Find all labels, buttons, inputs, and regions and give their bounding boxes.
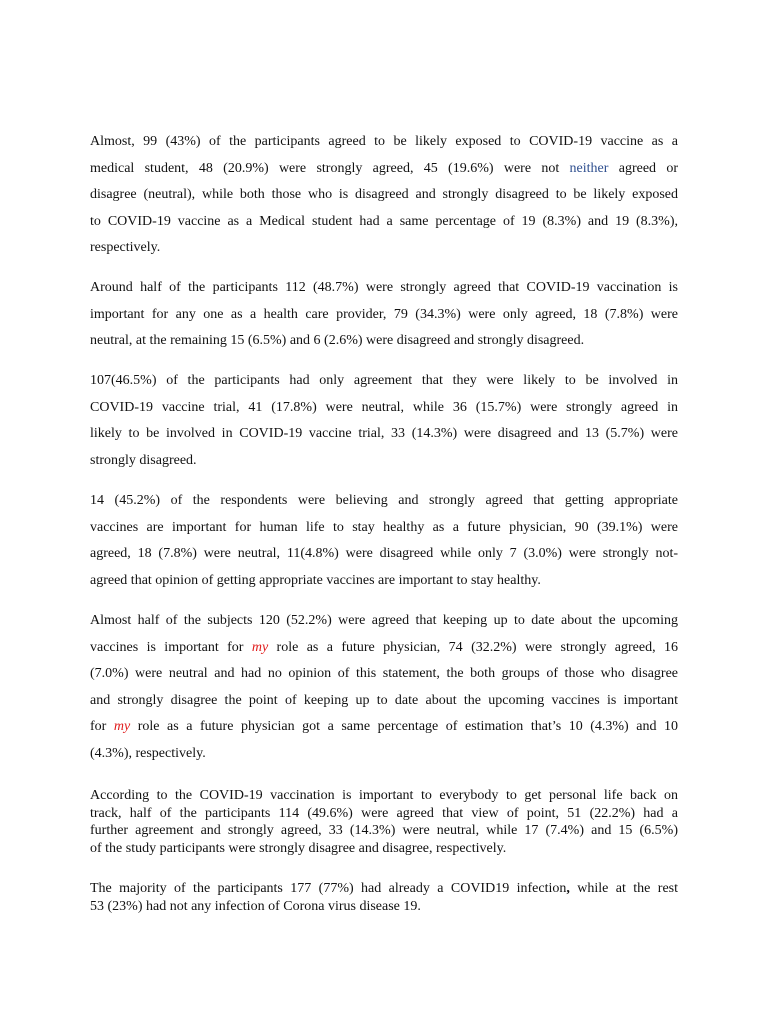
- paragraph-vaccination-importance: [90, 275, 678, 355]
- text-line: and strongly disagree the point of keeping up to date about the upcoming vaccines is important: [90, 692, 678, 708]
- text-line: of the study participants were strongly disagree and disagree, respectively.: [90, 840, 507, 856]
- text-segment: role as a future physician got a same percentage of estimation that’s 10 (4.3%) and 10: [130, 719, 679, 734]
- text-line: 53 (23%) had not any infection of Corona virus disease 19.: [90, 898, 421, 914]
- text-line: agreed that opinion of getting appropriate vaccines are important to stay healthy.: [90, 572, 541, 588]
- text-line: 107(46.5%) of the participants had only agreement that they were likely to be involved in: [90, 373, 678, 388]
- text-line: track, half of the participants 114 (49.6%) were agreed that view of point, 51 (22.2%) had a: [90, 805, 678, 821]
- text-line: important for any one as a health care provider, 79 (34.3%) were only agreed, 18 (7.8%) were: [90, 306, 678, 322]
- paragraph-appropriate-vaccines: [90, 488, 678, 594]
- text-line: likely to be involved in COVID-19 vaccine trial, 33 (14.3%) were disagreed and 13 (5.7%) were: [90, 426, 678, 441]
- paragraph-upcoming-vaccines: [90, 608, 678, 767]
- text-segment: The majority of the participants 177 (77%) had already a COVID19 infection: [90, 881, 567, 896]
- paragraph-vaccine-exposure: [90, 129, 678, 262]
- text-line: vaccines are important for human life to stay healthy as a future physician, 90 (39.1%) were: [90, 519, 678, 535]
- text-line: respectively.: [90, 240, 161, 255]
- paragraph-vaccine-trial: [90, 368, 678, 474]
- text-line: [90, 880, 678, 898]
- text-segment: medical student, 48 (20.9%) were strongly agreed, 45 (19.6%) were not: [90, 160, 570, 176]
- highlighted-word: my: [251, 639, 269, 655]
- text-line: According to the COVID-19 vaccination is important to everybody to get personal life back on: [90, 788, 678, 803]
- highlighted-word: my: [113, 719, 131, 734]
- text-line: 14 (45.2%) of the respondents were believing and strongly agreed that getting appropriate: [90, 493, 678, 508]
- text-line: COVID-19 vaccine trial, 41 (17.8%) were neutral, while 36 (15.7%) were strongly agreed in: [90, 399, 678, 415]
- text-segment: agreed or: [608, 160, 678, 176]
- text-segment: for: [90, 719, 114, 734]
- text-segment: vaccines is important for: [90, 639, 252, 655]
- text-line: agreed, 18 (7.8%) were neutral, 11(4.8%) were disagreed while only 7 (3.0%) were strongly not-: [90, 546, 678, 561]
- text-line: [90, 714, 678, 741]
- text-line: disagree (neutral), while both those who is disagreed and strongly disagreed to be likely exposed: [90, 187, 678, 202]
- text-segment: while at the rest: [569, 881, 678, 896]
- text-line: (7.0%) were neutral and had no opinion of this statement, the both groups of those who disagree: [90, 666, 678, 681]
- text-line: [90, 156, 678, 183]
- text-line: Around half of the participants 112 (48.7%) were strongly agreed that COVID-19 vaccination is: [90, 280, 678, 295]
- text-segment: role as a future physician, 74 (32.2%) were strongly agreed, 16: [268, 639, 678, 655]
- text-line: neutral, at the remaining 15 (6.5%) and 6 (2.6%) were disagreed and strongly disagreed.: [90, 333, 585, 348]
- text-line: [90, 635, 678, 662]
- paragraph-personal-life: [90, 787, 678, 857]
- text-line: Almost half of the subjects 120 (52.2%) were agreed that keeping up to date about the upcoming: [90, 613, 678, 628]
- text-segment: ,: [566, 881, 570, 896]
- text-line: further agreement and strongly agreed, 33 (14.3%) were neutral, while 17 (7.4%) and 15 (6.5%): [90, 823, 678, 838]
- highlighted-word: neither: [569, 160, 609, 176]
- paragraph-infection-history: [90, 880, 678, 915]
- text-line: strongly disagreed.: [90, 452, 197, 468]
- text-line: Almost, 99 (43%) of the participants agreed to be likely exposed to COVID-19 vaccine as a: [90, 134, 678, 149]
- text-line: (4.3%), respectively.: [90, 745, 206, 761]
- text-line: to COVID-19 vaccine as a Medical student had a same percentage of 19 (8.3%) and 19 (8.3%),: [90, 213, 678, 229]
